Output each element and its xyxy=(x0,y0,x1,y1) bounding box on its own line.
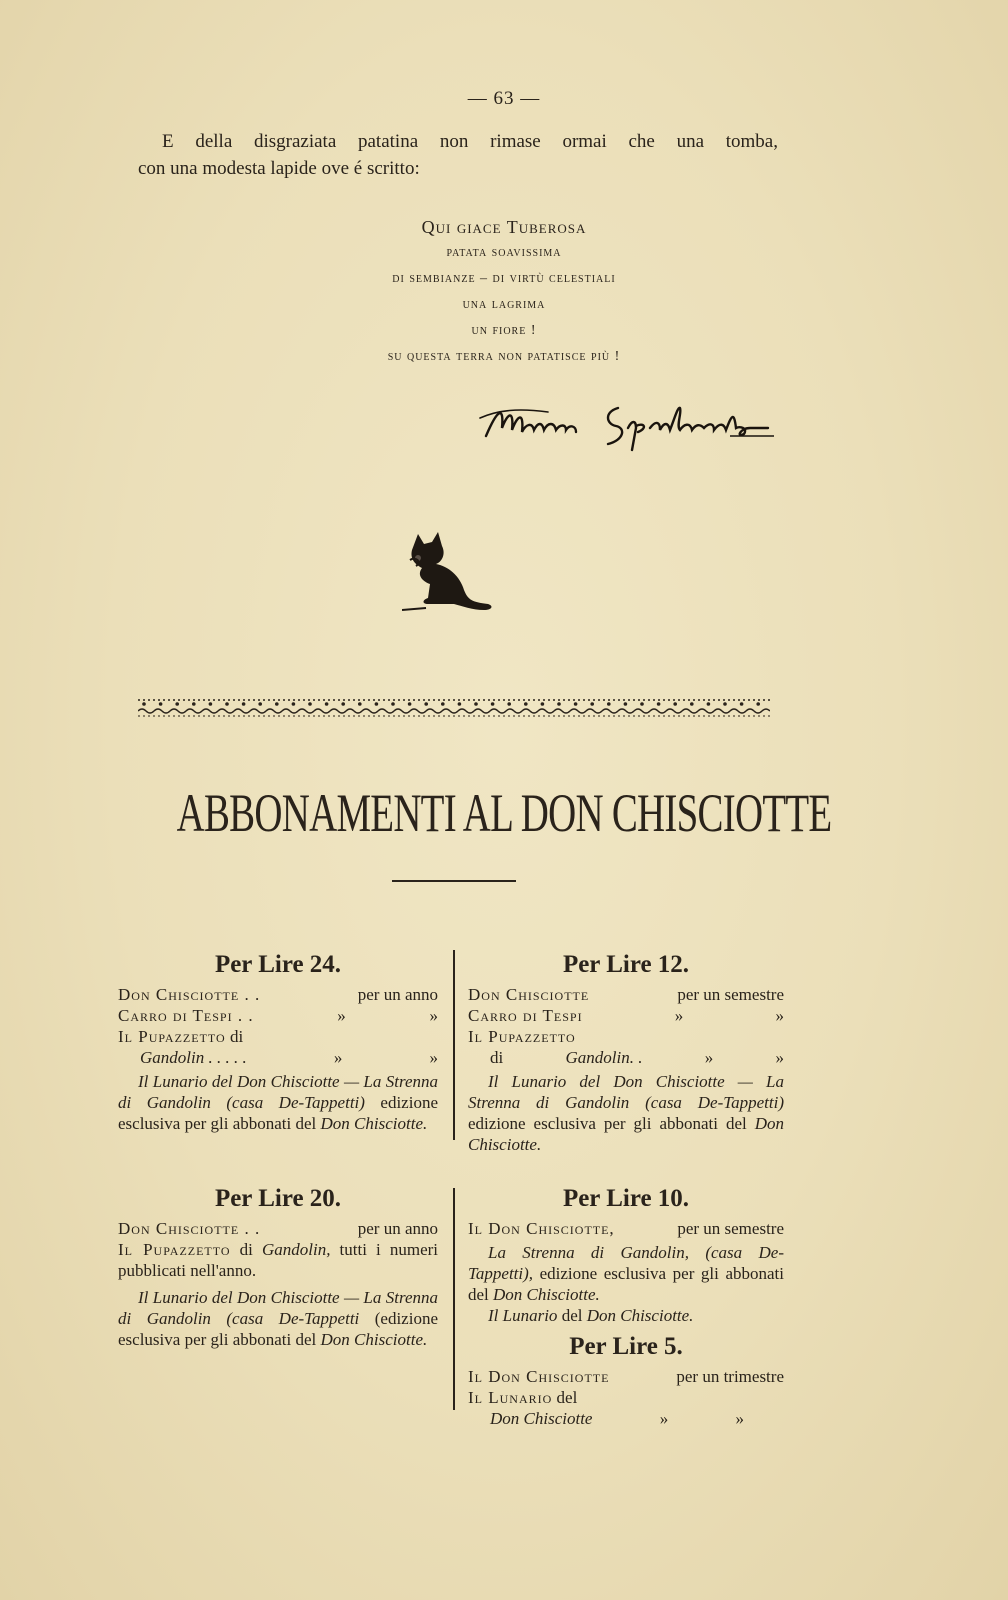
item-name: Il Pupazzetto xyxy=(118,1027,226,1046)
item-period: per un trimestre xyxy=(676,1367,784,1386)
epitaph xyxy=(0,214,1008,370)
item-period: per un anno xyxy=(357,1219,438,1238)
page-number: — 63 — xyxy=(467,88,541,109)
bonus-publication: Don Chisciotte. xyxy=(586,1306,694,1325)
item-connector: di xyxy=(229,1027,244,1046)
bonus-publication: Don Chisciotte. xyxy=(493,1285,600,1304)
epitaph-line: patata soavissima xyxy=(446,245,562,260)
item-name: Il Pupazzetto xyxy=(468,1027,576,1046)
heading-underline xyxy=(392,880,516,882)
item-period: per un anno xyxy=(357,985,438,1004)
section-heading: ABBONAMENTI AL DON CHISCIOTTE xyxy=(176,783,832,843)
bonus-publication: Don Chisciotte. xyxy=(468,1114,785,1154)
ditto-mark: » xyxy=(674,1006,684,1025)
bonus-note: edizione esclusiva per gli abbonati del xyxy=(468,1114,747,1133)
ditto-mark: » xyxy=(659,1409,669,1428)
column-divider xyxy=(453,950,455,1140)
subscription-title: Per Lire 24. xyxy=(214,951,342,978)
subscription-title: Per Lire 5. xyxy=(569,1333,683,1360)
bonus-note: (edizione esclusiva per gli abbonati del xyxy=(118,1309,438,1349)
item-period: per un semestre xyxy=(677,1219,784,1238)
item-connector: del xyxy=(556,1388,578,1407)
epitaph-line: una lagrima xyxy=(462,297,546,312)
ditto-mark: » xyxy=(775,1006,784,1025)
ditto-mark: » xyxy=(704,1048,714,1067)
item-name: Don Chisciotte . . xyxy=(118,1219,261,1238)
bonus-description: La Strenna di Gandolin, (casa De-Tappetti), xyxy=(468,1243,784,1283)
bonus-publication: Don Chisciotte. xyxy=(320,1114,428,1133)
intro-paragraph xyxy=(138,128,778,182)
item-note: tutti i numeri pubblicati nell'anno. xyxy=(118,1240,438,1280)
bonus-publication: Don Chisciotte. xyxy=(320,1330,428,1349)
subscription-lire-20 xyxy=(118,1184,438,1350)
bonus-publication: Il Lunario xyxy=(488,1306,558,1325)
item-name: Don Chisciotte xyxy=(468,985,590,1004)
subscription-title: Per Lire 10. xyxy=(562,1185,690,1212)
ditto-mark: » xyxy=(775,1048,784,1067)
ditto-mark: » xyxy=(333,1048,343,1067)
ditto-mark: » xyxy=(429,1006,438,1025)
item-connector: di xyxy=(490,1048,504,1067)
handwritten-signature xyxy=(478,398,778,458)
intro-line-2: con una modesta lapide ove é scritto: xyxy=(138,158,420,179)
subscription-title: Per Lire 12. xyxy=(562,951,690,978)
item-name: Il Don Chisciotte xyxy=(468,1367,610,1386)
column-divider xyxy=(453,1188,455,1410)
item-name: Don Chisciotte xyxy=(490,1409,593,1428)
bonus-note: edizione esclusiva per gli abbonati del xyxy=(468,1264,784,1304)
epitaph-line: di sembianze – di virtù celestiali xyxy=(392,271,616,286)
item-connector: del xyxy=(561,1306,583,1325)
epitaph-line: Qui giace Tuberosa xyxy=(421,217,587,237)
item-name: Il Don Chisciotte, xyxy=(468,1219,615,1238)
item-name: Il Pupazzetto xyxy=(118,1240,231,1259)
subscription-lire-24 xyxy=(118,950,438,1134)
item-period: per un semestre xyxy=(677,985,784,1004)
bonus-description: Il Lunario del Don Chisciotte — La Strenna di Gandolin (casa De-Tappetti) xyxy=(118,1072,438,1112)
subscription-lire-10-and-5 xyxy=(468,1184,784,1429)
subscription-title: Per Lire 20. xyxy=(214,1185,342,1212)
ditto-mark: » xyxy=(429,1048,438,1067)
ornamental-rule xyxy=(138,696,770,720)
ditto-mark: » xyxy=(337,1006,346,1025)
bonus-description: Il Lunario del Don Chisciotte — La Strenna di Gandolin (casa De-Tappetti) xyxy=(468,1072,784,1112)
epitaph-line: su questa terra non patatisce più ! xyxy=(387,349,621,364)
item-connector: di xyxy=(239,1240,253,1259)
bonus-note: edizione esclusiva per gli abbonati del xyxy=(118,1093,438,1133)
subscription-lire-12 xyxy=(468,950,784,1155)
item-name: Carro di Tespi xyxy=(468,1006,583,1025)
item-name: Il Lunario xyxy=(468,1388,553,1407)
item-name: Don Chisciotte . . xyxy=(118,985,261,1004)
item-name: Carro di Tespi . . xyxy=(118,1006,254,1025)
item-name: Gandolin, xyxy=(261,1240,331,1259)
item-name: Gandolin. . xyxy=(565,1048,643,1067)
cat-vignette xyxy=(402,528,500,618)
bonus-description: Il Lunario del Don Chisciotte — La Strenna di Gandolin (casa De-Tappetti xyxy=(118,1288,438,1328)
epitaph-line: un fiore ! xyxy=(471,323,537,338)
ditto-mark: » xyxy=(735,1409,744,1428)
intro-line-1: E della disgraziata patatina non rimase ormai che una tomba, xyxy=(162,131,778,152)
item-name: Gandolin . . . . . xyxy=(140,1048,247,1067)
